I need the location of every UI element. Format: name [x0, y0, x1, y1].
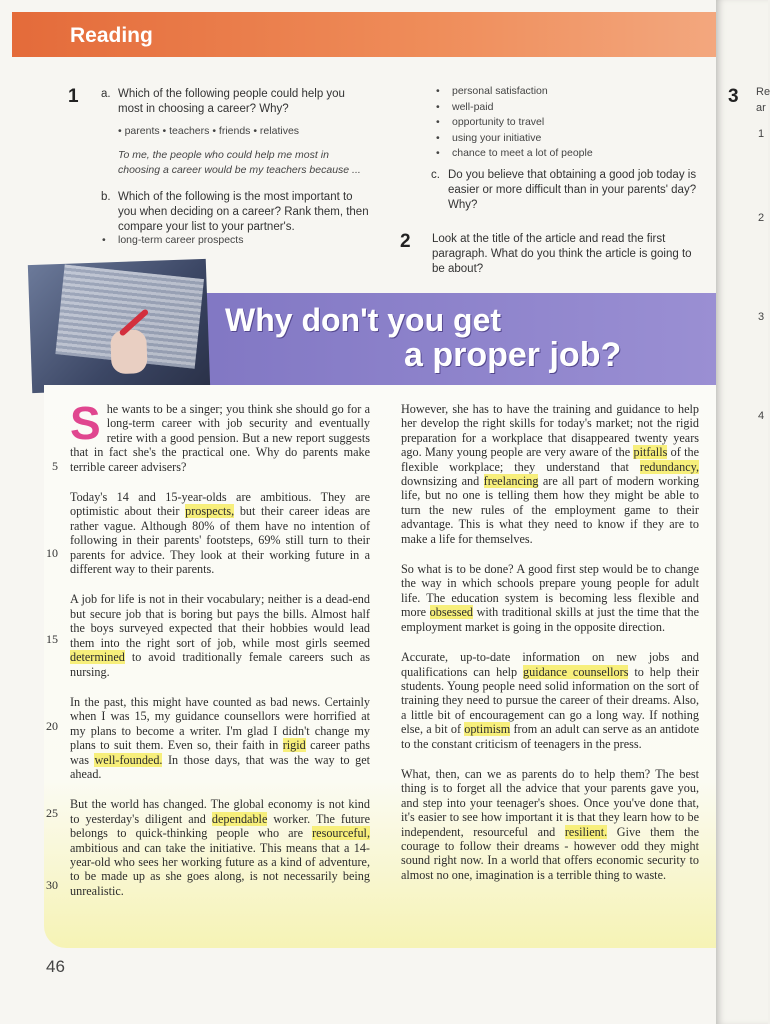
- adjacent-item-number: 2: [758, 212, 765, 224]
- article-text: from an adult can serve as an antidote to the constant criticism of teenagers in the press.: [401, 722, 699, 751]
- question-1c-letter: c.: [431, 169, 440, 181]
- question-1b-list-left: [102, 233, 302, 249]
- article-text: to help their students. Young people need solid information on the sort of training they need to pursue the career of their dreams. Also, a little bit of encouragement can go a long way. If nothing else, a bit of: [401, 664, 700, 737]
- article-left-column: [70, 397, 371, 914]
- line-number: 15: [46, 632, 58, 646]
- question-1c-text: Do you believe that obtaining a good job today is easier or more difficult than in your parents' day? Why?: [448, 169, 697, 211]
- list-item: • opportunity to travel: [436, 115, 676, 131]
- adjacent-fragment: Re: [756, 86, 770, 98]
- adjacent-fragment: ar: [756, 102, 766, 114]
- highlighted-word: optimism: [464, 722, 511, 737]
- adjacent-page: [716, 0, 768, 1024]
- hand-image: [110, 329, 148, 374]
- list-item: • personal satisfaction: [436, 84, 676, 100]
- highlighted-word: resourceful,: [312, 826, 370, 841]
- article-text: Give them the courage to follow their dreams - however odd they might sound right now. In a world that offers economic security to almost no one, imagination is a terrible thing to waste.: [401, 824, 699, 882]
- article-paragraph: [401, 402, 699, 546]
- article-text: What, then, can we as parents do to help them? The best thing is to forget all the advice that your parents gave you, and step into your teenager's shoes. Once you've done that, it's easier to see how important it is that they learn how to be independent, resourceful and: [401, 766, 699, 839]
- question-1b-letter: b.: [101, 191, 111, 203]
- article-text: downsizing and: [401, 474, 484, 489]
- list-item: • chance to meet a lot of people: [436, 146, 676, 162]
- highlighted-word: well-founded.: [94, 752, 163, 767]
- article-text: Accurate, up-to-date information on new jobs and qualifications can help: [401, 650, 699, 679]
- question-1a-letter: a.: [101, 88, 111, 100]
- newspaper-photo: [28, 259, 210, 393]
- question-3-number: 3: [728, 86, 739, 107]
- question-2-text: Look at the title of the article and read the first paragraph. What do you think the article is going to be about?: [432, 233, 692, 275]
- article-paragraph: [401, 650, 699, 751]
- article-paragraph: [70, 592, 370, 678]
- question-1a-options: • parents • teachers • friends • relatives: [118, 125, 300, 137]
- article-title-line-2: a proper job?: [404, 336, 622, 374]
- article-text: Today's 14 and 15-year-olds are ambitious. They are optimistic about their: [70, 490, 370, 519]
- section-title: Reading: [70, 24, 153, 47]
- page-number: 46: [46, 957, 65, 976]
- article-text: are all part of modern working life, but no one is telling them how they might be able to turn the new rules of the employment game to their advantage. This is what they need to know if they are to make a life for themselves.: [401, 474, 699, 546]
- highlighted-word: prospects,: [185, 504, 235, 519]
- highlighted-word: freelancing: [483, 474, 539, 489]
- adjacent-item-number: 3: [758, 311, 765, 323]
- article-text: of the flexible workplace; they understand that: [401, 445, 699, 474]
- article-text: worker. The future belongs to quick-thinking people who are: [70, 811, 371, 841]
- article-text: with traditional skills at just the time that the employment market is going in the opposite direction.: [401, 605, 699, 634]
- line-number: 10: [46, 546, 58, 560]
- highlighted-word: determined: [70, 650, 125, 665]
- highlighted-word: guidance counsellors: [523, 664, 629, 679]
- article-paragraph: [70, 397, 370, 474]
- article-paragraph: [401, 767, 699, 882]
- list-item: • using your initiative: [436, 131, 676, 147]
- line-number: 5: [52, 459, 58, 473]
- article-text: ambitious and can take the initiative. This means that a 14-year-old who sees her working future as a kind of adventure, to be made up as she goes along, is not necessarily being unrealistic.: [70, 840, 370, 898]
- question-2-number: 2: [400, 231, 411, 252]
- highlighted-word: resilient.: [564, 824, 608, 839]
- article-text: In the past, this might have counted as bad news. Certainly when I was 15, my guidance counsellors were horrified at my plans to become a writer. I'm glad I didn't change my plans to suit them. Even so, their faith in: [70, 694, 370, 753]
- highlighted-word: rigid: [282, 738, 306, 753]
- article-text: he wants to be a singer; you think she should go for a long-term career with job security and eventually retire with a good pension. But a new report suggests that in fact she's the practical one. Why do parents make terrible career advisers?: [70, 402, 370, 474]
- question-1b: [101, 190, 370, 235]
- question-1a-example: To me, the people who could help me most in choosing a career would be my teachers because ...: [118, 149, 361, 176]
- article-paragraph: [70, 490, 370, 576]
- question-1-number: 1: [68, 86, 79, 107]
- question-1c: [431, 168, 698, 213]
- line-number: 20: [46, 719, 58, 733]
- section-banner: [12, 12, 716, 57]
- line-number: 30: [46, 878, 58, 892]
- article-text: In those days, that was the way to get ahead.: [70, 752, 370, 781]
- list-item: • well-paid: [436, 100, 676, 116]
- line-number: 25: [46, 806, 58, 820]
- highlighted-word: obsessed: [429, 605, 473, 620]
- question-1b-text: Which of the following is the most important to you when deciding on a career? Rank them, then compare your list to your partner's.: [118, 191, 369, 233]
- article-paragraph: [401, 562, 699, 634]
- article-text: But the world has changed. The global economy is not kind to yesterday's diligent and: [70, 797, 370, 826]
- article-right-column: [401, 402, 699, 898]
- drop-cap: S: [70, 397, 101, 449]
- article-text: A job for life is not in their vocabulary; neither is a dead-end but secure job that is boring but pays the bills. Almost half the boys surveyed expected that their hobbies would lead them into the right sort of job, while most girls seemed: [70, 592, 370, 650]
- adjacent-item-number: 1: [758, 128, 765, 140]
- highlighted-word: redundancy,: [639, 459, 699, 474]
- article-paragraph: [70, 695, 370, 781]
- list-item: • long-term career prospects: [102, 233, 302, 249]
- question-1b-list-right: [436, 84, 676, 162]
- question-1a-text: Which of the following people could help you most in choosing a career? Why?: [118, 88, 345, 115]
- question-1a: [101, 87, 368, 117]
- article-text: However, she has to have the training and guidance to help her develop the right skills for today's market; not the rigid preparation for a workplace that disappeared twenty years ago. Many young people are very aware of the: [401, 402, 699, 460]
- article-text: So what is to be done? A good first step would be to change the way in which schools prepare young people for adult life. The education system is becoming less flexible and more: [401, 562, 699, 620]
- article-text: to avoid traditionally female careers such as nursing.: [70, 650, 370, 679]
- adjacent-item-number: 4: [758, 410, 765, 422]
- article-title-line-1: Why don't you get: [225, 302, 502, 338]
- highlighted-word: pitfalls: [633, 445, 668, 460]
- article-text: but their career ideas are rather vague. Although 80% of them have no intention of following in their parents' footsteps, 69% still turn to their parents for advice. They look at their working future in a different way to their parents.: [70, 504, 370, 577]
- highlighted-word: dependable: [211, 811, 268, 826]
- article-paragraph: [70, 797, 370, 898]
- article-text: career paths was: [70, 738, 370, 767]
